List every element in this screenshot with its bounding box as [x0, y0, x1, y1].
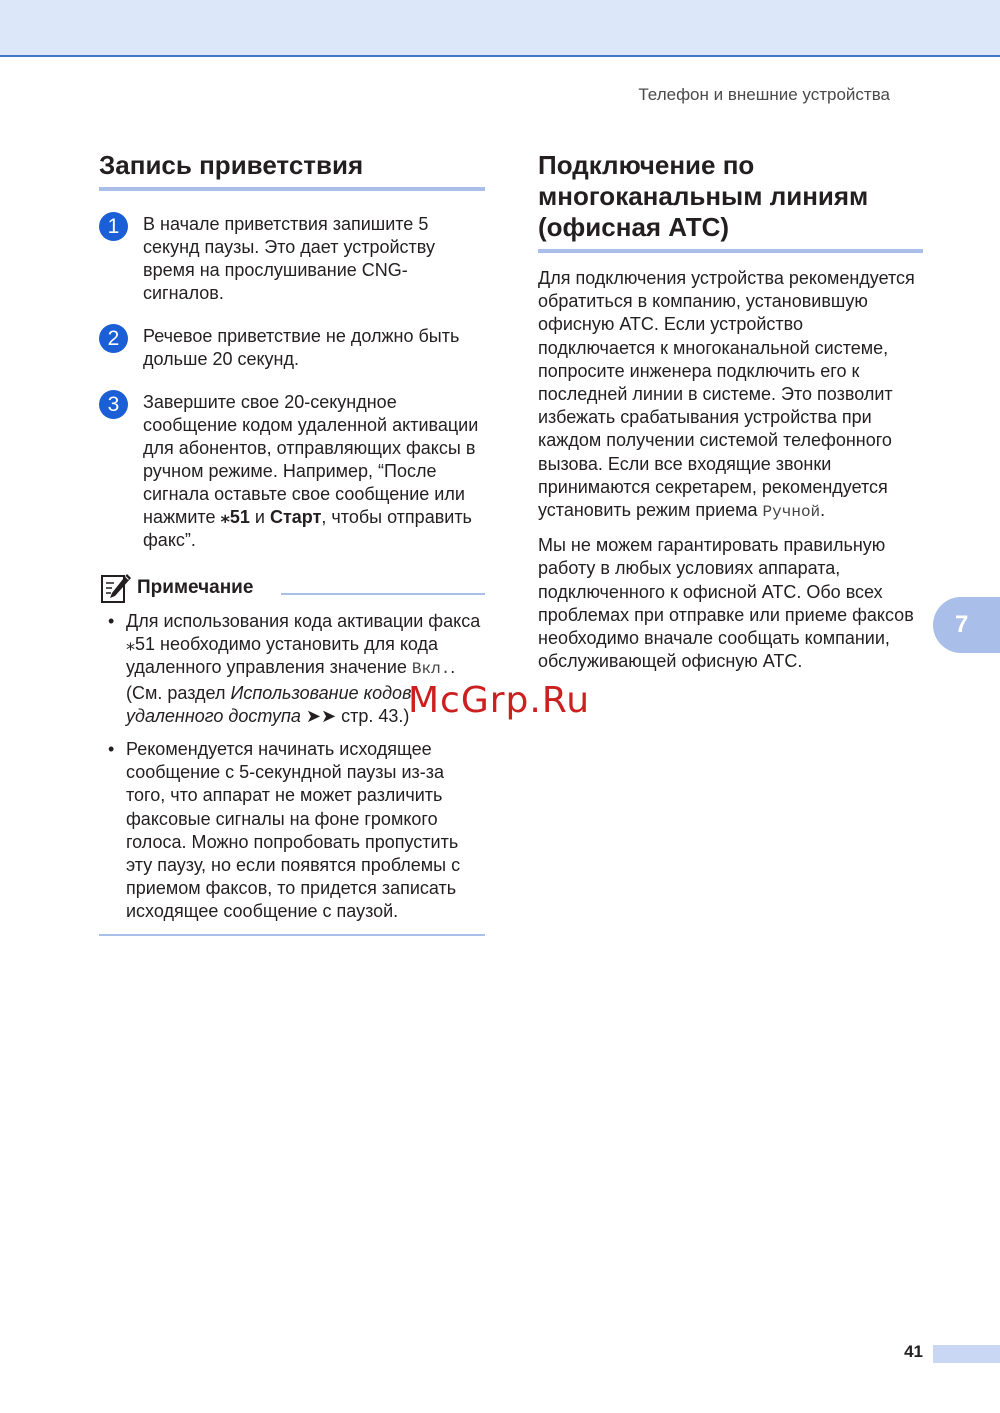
note-item-2-text: Рекомендуется начинать исходящее сообщение с 5-секундной паузы из-за того, что аппарат не может различить факсовые сигналы на фоне громкого голоса. Можно попробовать пропустить эту паузу, но если появятся проблемы с приемом факсов, то придется записать исходящее сообщение с паузой. [126, 739, 461, 922]
step-2 [99, 325, 485, 371]
step-1-text: В начале приветствия запишите 5 секунд паузы. Это дает устройству время на прослушивание CNG-сигналов. [143, 214, 435, 303]
note-header [99, 572, 485, 606]
step-1 [99, 213, 485, 305]
setting-value-on: Вкл. [411, 660, 451, 679]
right-paragraph-1 [538, 267, 924, 524]
note-item-1-b: . (См. раздел [126, 657, 456, 703]
note-item-2 [99, 738, 485, 924]
note-bottom-rule [99, 934, 485, 936]
note-pencil-icon [100, 572, 132, 604]
step-3-text [143, 392, 478, 550]
double-arrow-icon: ➤➤ [300, 705, 342, 726]
step-3-text-a: Завершите свое 20-секундное сообщение кодом удаленной активации для абонентов, отправляющих факсы в ручном режиме. Например, “После сигнала оставьте свое сообщение или нажмите [143, 392, 479, 527]
step-number-3-icon: 3 [99, 390, 128, 419]
right-heading: Подключение по многоканальным линиям (офисная АТС) [538, 150, 869, 242]
page-number: 41 [904, 1342, 923, 1361]
step-3 [99, 391, 485, 552]
note-item-1-c: стр. 43.) [341, 705, 410, 726]
note-title: Примечание [137, 577, 254, 598]
running-header: Телефон и внешние устройства [638, 85, 890, 104]
right-heading-rule [538, 249, 923, 253]
right-paragraph-1-b: . [820, 500, 826, 521]
start-key-label: Старт [269, 507, 322, 527]
step-2-text: Речевое приветствие не должно быть дольше 20 секунд. [143, 326, 460, 369]
step-3-text-b: и [249, 507, 270, 527]
receive-mode-manual: Ручной [762, 503, 821, 522]
step-number-1-icon: 1 [99, 212, 128, 241]
step-number-2-icon: 2 [99, 324, 128, 353]
chapter-tab: 7 [933, 597, 1000, 653]
right-paragraph-2: Мы не можем гарантировать правильную работу в любых условиях аппарата, подключенного к офисной АТС. Обо всех проблемах при отправке или приеме факсов необходимо вначале сообщать компании, обслуживающей офисную АТС. [538, 535, 914, 672]
watermark: McGrp.Ru [408, 680, 591, 721]
left-column [99, 150, 485, 936]
bullet: • [108, 611, 115, 631]
step-3-text-c: , чтобы отправить факс”. [143, 507, 472, 550]
left-heading-rule [99, 187, 485, 191]
note-item-1-a: Для использования кода активации факса ⁎51 необходимо установить для кода удаленного управления значение [126, 611, 481, 678]
bullet: • [108, 739, 115, 760]
steps-list [99, 213, 485, 552]
note-box [99, 572, 485, 936]
right-column [538, 150, 924, 683]
remote-code: ⁎51 [220, 507, 250, 527]
top-band [0, 0, 1000, 57]
cross-reference-title: Использование кодов удаленного доступа [126, 682, 412, 726]
right-paragraph-1-a: Для подключения устройства рекомендуется обратиться в компанию, установившую офисную АТС. Если устройство подключается к многоканальной системе, попросите инженера подключить его к последней линии в системе. Это позволит избежать срабатывания устройства при каждом получении системой телефонного вызова. Если все входящие звонки принимаются секретарем, рекомендуется установить режим приема [538, 268, 915, 521]
page-number-bar [933, 1345, 1000, 1363]
left-heading: Запись приветствия [99, 150, 364, 180]
note-header-rule [281, 593, 485, 595]
note-list [99, 610, 485, 924]
